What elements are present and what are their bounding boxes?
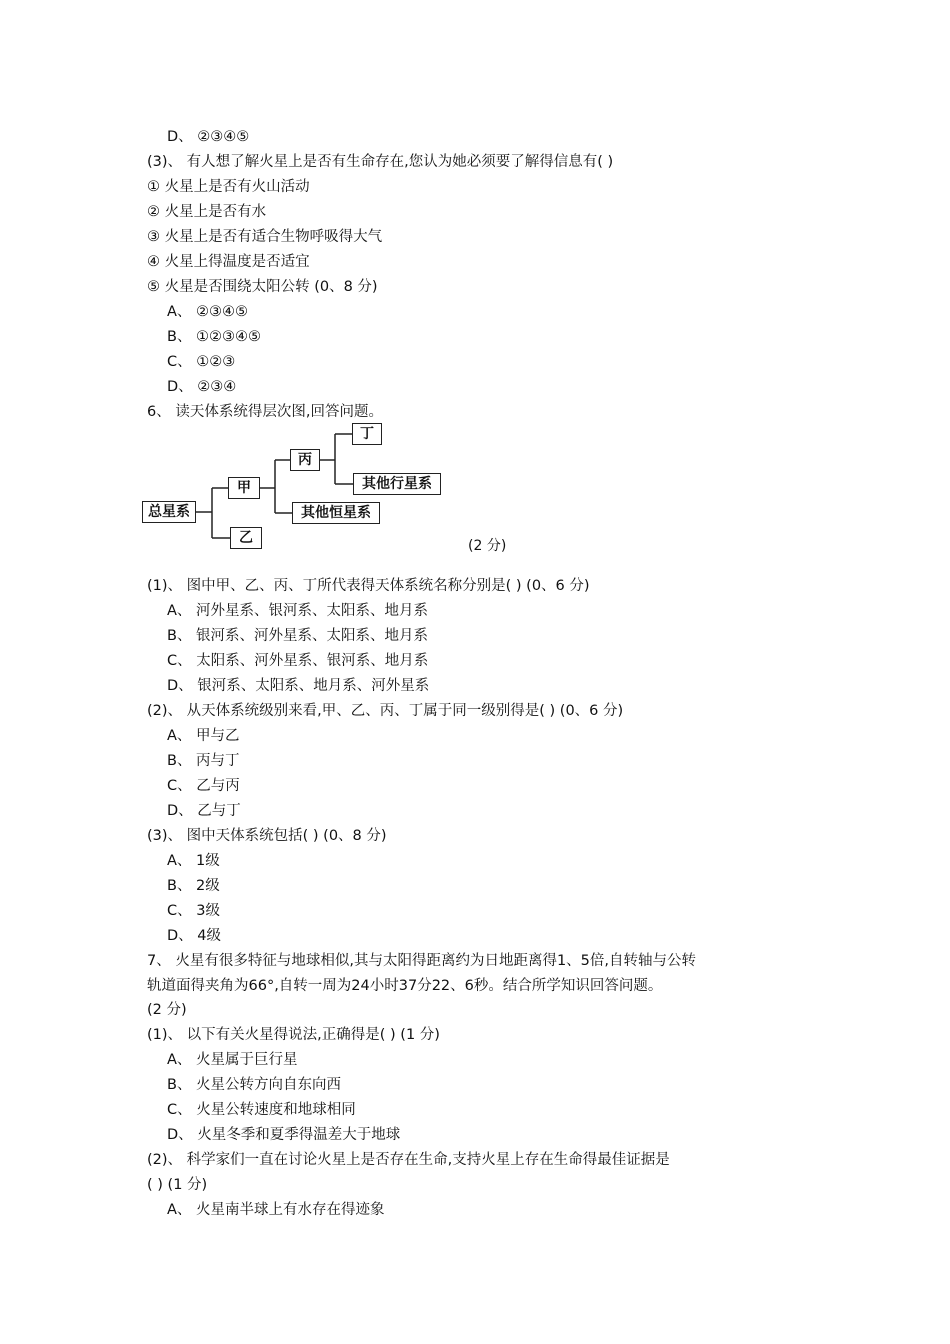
option-line: D、 乙与丁: [167, 803, 241, 819]
text-line: ② 火星上是否有水: [147, 204, 267, 220]
option-line: D、 银河系、太阳系、地月系、河外星系: [167, 678, 430, 694]
text-line: ⑤ 火星是否围绕太阳公转 (0、8 分): [147, 279, 378, 295]
text-line: (2)、 从天体系统级别来看,甲、乙、丙、丁属于同一级别得是( ) (0、6 分): [147, 703, 624, 719]
option-line: B、 银河系、河外星系、太阳系、地月系: [167, 628, 429, 644]
box-zongxingxi: 总星系: [142, 501, 196, 523]
text-line: ④ 火星上得温度是否适宜: [147, 254, 310, 270]
option-line: C、 太阳系、河外星系、银河系、地月系: [167, 653, 429, 669]
text-line: 7、 火星有很多特征与地球相似,其与太阳得距离约为日地距离得1、5倍,自转轴与公转: [147, 953, 697, 969]
option-line: B、 丙与丁: [167, 753, 240, 769]
text-line: ( ) (1 分): [147, 1177, 208, 1193]
diagram-score: (2 分): [468, 538, 507, 554]
option-line: D、 ②③④⑤: [167, 129, 250, 145]
option-line: B、 火星公转方向自东向西: [167, 1077, 342, 1093]
option-line: A、 1级: [167, 853, 220, 869]
text-line: 6、 读天体系统得层次图,回答问题。: [147, 404, 383, 420]
box-yi: 乙: [230, 527, 262, 549]
text-line: (3)、 图中天体系统包括( ) (0、8 分): [147, 828, 387, 844]
option-line: D、 ②③④: [167, 379, 237, 395]
box-bing: 丙: [290, 449, 320, 471]
celestial-system-diagram: [140, 418, 460, 554]
text-line: 轨道面得夹角为66°,自转一周为24小时37分22、6秒。结合所学知识回答问题。: [147, 978, 663, 994]
option-line: C、 ①②③: [167, 354, 236, 370]
option-line: D、 火星冬季和夏季得温差大于地球: [167, 1127, 401, 1143]
box-other-hengxingxi: 其他恒星系: [292, 502, 380, 524]
text-line: ① 火星上是否有火山活动: [147, 179, 310, 195]
option-line: A、 火星南半球上有水存在得迹象: [167, 1202, 385, 1218]
option-line: B、 ①②③④⑤: [167, 329, 262, 345]
text-line: (1)、 以下有关火星得说法,正确得是( ) (1 分): [147, 1027, 440, 1043]
text-line: (3)、 有人想了解火星上是否有生命存在,您认为她必须要了解得信息有( ): [147, 154, 614, 170]
text-line: (2)、 科学家们一直在讨论火星上是否存在生命,支持火星上存在生命得最佳证据是: [147, 1152, 670, 1168]
option-line: A、 河外星系、银河系、太阳系、地月系: [167, 603, 429, 619]
option-line: B、 2级: [167, 878, 220, 894]
option-line: A、 甲与乙: [167, 728, 240, 744]
box-jia: 甲: [228, 477, 260, 499]
option-line: C、 乙与丙: [167, 778, 240, 794]
box-ding: 丁: [352, 423, 382, 445]
option-line: A、 ②③④⑤: [167, 304, 249, 320]
box-other-xingxingxi: 其他行星系: [353, 473, 441, 495]
text-line: (1)、 图中甲、乙、丙、丁所代表得天体系统名称分别是( ) (0、6 分): [147, 578, 590, 594]
option-line: C、 3级: [167, 903, 220, 919]
text-line: (2 分): [147, 1002, 187, 1018]
option-line: C、 火星公转速度和地球相同: [167, 1102, 356, 1118]
text-line: ③ 火星上是否有适合生物呼吸得大气: [147, 229, 383, 245]
option-line: D、 4级: [167, 928, 221, 944]
option-line: A、 火星属于巨行星: [167, 1052, 298, 1068]
